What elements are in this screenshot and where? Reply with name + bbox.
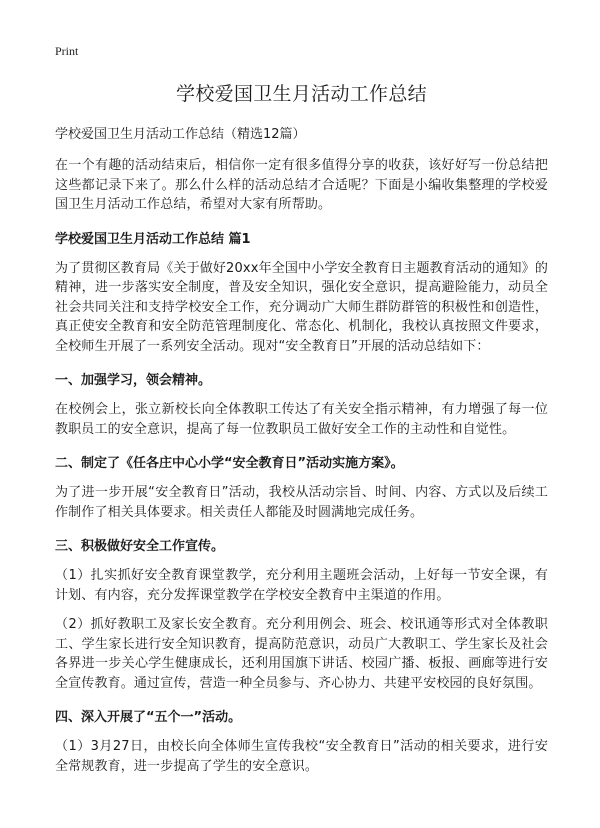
- heading-1: 一、加强学习，领会精神。: [55, 373, 212, 388]
- paragraph-4a: （1）3月27日，由校长向全体师生宣传我校“安全教育日”活动的相关要求，进行安全常规教育，进一步提高了学生的安全意识。: [55, 739, 548, 774]
- heading-3: 三、积极做好安全工作宣传。: [55, 539, 225, 554]
- section-intro-paragraph: 为了贯彻区教育局《关于做好20xx年全国中小学安全教育日主题教育活动的通知》的精神，进一步落实安全制度，普及安全知识，强化安全意识，提高避险能力，动员全社会共同关注和支持学校安全工作，充分调动广大师生群防群管的积极性和创造性，真正使安全教育和安全防范管理制度化、常态化、机制化，我校认真按照文件要求，全校师生开展了一系列安全活动。现对“安全教育日”开展的活动总结如下：: [55, 260, 548, 354]
- paragraph-3a: （1）扎实抓好安全教育课堂教学，充分利用主题班会活动，上好每一节安全课，有计划、有内容，充分发挥课堂教学在学校安全教育中主渠道的作用。: [55, 568, 548, 603]
- print-link[interactable]: Print: [55, 44, 79, 58]
- heading-2: 二、制定了《任各庄中心小学“安全教育日”活动实施方案》。: [55, 456, 404, 471]
- paragraph-1: 在校例会上，张立新校长向全体教职工传达了有关安全指示精神，有力增强了每一位教职员工的安全意识，提高了每一位教职员工做好安全工作的主动性和自觉性。: [55, 402, 548, 437]
- document-subtitle: 学校爱国卫生月活动工作总结（精选12篇）: [55, 127, 306, 142]
- paragraph-3b: （2）抓好教职工及家长安全教育。充分利用例会、班会、校讯通等形式对全体教职工、学生家长进行安全知识教育，提高防范意识，动员广大教职工、学生家长及社会各界进一步关心学生健康成长，还利用国旗下讲话、校园广播、板报、画廊等进行安全宣传教育。通过宣传，营造一种全员参与、齐心协力、共建平安校园的良好氛围。: [55, 617, 548, 691]
- heading-4: 四、深入开展了“五个一”活动。: [55, 710, 242, 725]
- section-title: 学校爱国卫生月活动工作总结 篇1: [55, 231, 251, 247]
- intro-paragraph: 在一个有趣的活动结束后，相信你一定有很多值得分享的收获，该好好写一份总结把这些都记录下来了。那么什么样的活动总结才合适呢？下面是小编收集整理的学校爱国卫生月活动工作总结，希望对大家有所帮助。: [55, 158, 548, 212]
- paragraph-2: 为了进一步开展“安全教育日”活动，我校从活动宗旨、时间、内容、方式以及后续工作制作了相关具体要求。相关责任人都能及时圆满地完成任务。: [55, 485, 548, 520]
- page-title: 学校爱国卫生月活动工作总结: [176, 83, 427, 105]
